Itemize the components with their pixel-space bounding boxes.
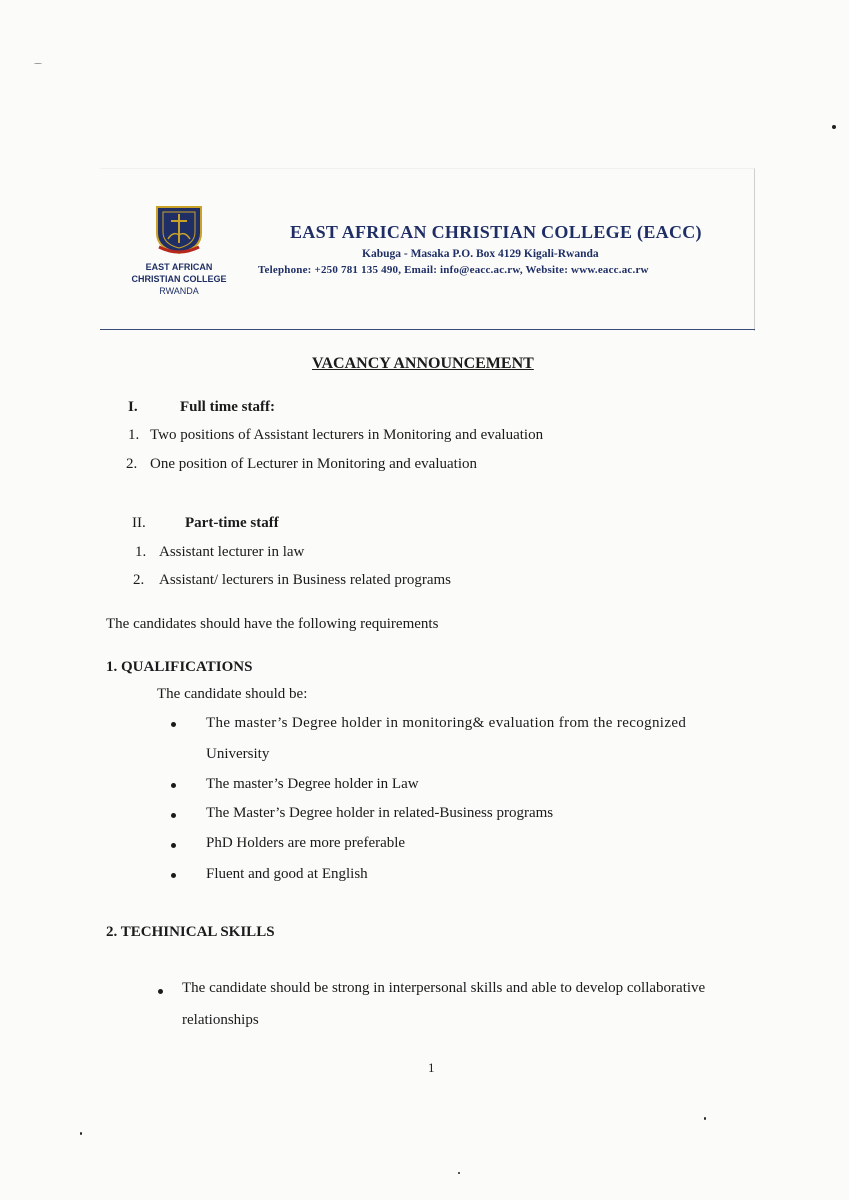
technical-skills-heading: 2. TECHINICAL SKILLS [106,924,275,940]
logo-caption-line-2: CHRISTIAN COLLEGE [131,274,227,284]
college-name: EAST AFRICAN CHRISTIAN COLLEGE (EACC) [290,222,702,242]
bullet-icon [171,873,176,878]
section-1-item-1: Two positions of Assistant lecturers in Monitoring and evaluation [150,427,544,443]
section-1-item-2: One position of Lecturer in Monitoring and evaluation [150,456,478,472]
qualification-1-line-2: University [206,746,270,762]
college-contact: Telephone: +250 781 135 490, Email: info@eacc.ac.rw, Website: www.eacc.ac.rw [258,264,649,276]
college-address: Kabuga - Masaka P.O. Box 4129 Kigali-Rwanda [362,248,599,260]
page-number: 1 [428,1060,435,1075]
qualification-5: Fluent and good at English [206,866,368,882]
section-2-item-2-number: 2. [133,572,145,588]
scan-speck [458,1172,460,1174]
bullet-icon [171,722,176,727]
bullet-icon [171,843,176,848]
section-2-item-1: Assistant lecturer in law [159,544,305,560]
page-title: VACANCY ANNOUNCEMENT [312,355,534,372]
technical-skill-1-line-2: relationships [182,1012,259,1028]
letterhead-divider [100,329,755,330]
qualification-1-line-1: The master’s Degree holder in monitoring& evaluation from the recognized [206,715,687,731]
scan-speck [704,1117,706,1120]
scan-speck [34,63,42,64]
logo-caption [124,261,234,297]
requirements-intro: The candidates should have the following requirements [106,616,439,632]
section-1-heading: Full time staff: [180,399,275,415]
bullet-icon [171,813,176,818]
section-1-item-2-number: 2. [126,456,138,472]
section-2-item-1-number: 1. [135,544,147,560]
section-2-item-2: Assistant/ lecturers in Business related programs [159,572,452,588]
bullet-icon [158,989,163,994]
section-2-numeral: II. [132,515,146,531]
shield-crest-icon [153,203,205,255]
technical-skill-1-line-1: The candidate should be strong in interpersonal skills and able to develop collaborative [182,980,706,996]
qualification-3: The Master’s Degree holder in related-Business programs [206,805,554,821]
qualification-4: PhD Holders are more preferable [206,835,406,851]
logo-caption-country: RWANDA [159,286,199,296]
bullet-icon [171,783,176,788]
section-1-item-1-number: 1. [128,427,140,443]
section-1-numeral: I. [128,399,138,415]
college-logo [124,203,234,297]
qualifications-heading: 1. QUALIFICATIONS [106,659,253,675]
qualifications-lead: The candidate should be: [157,686,308,702]
logo-caption-line-1: EAST AFRICAN [145,262,213,272]
scan-speck [80,1132,82,1135]
section-2-heading: Part-time staff [185,515,279,531]
scan-speck [832,125,836,129]
qualification-2: The master’s Degree holder in Law [206,776,419,792]
